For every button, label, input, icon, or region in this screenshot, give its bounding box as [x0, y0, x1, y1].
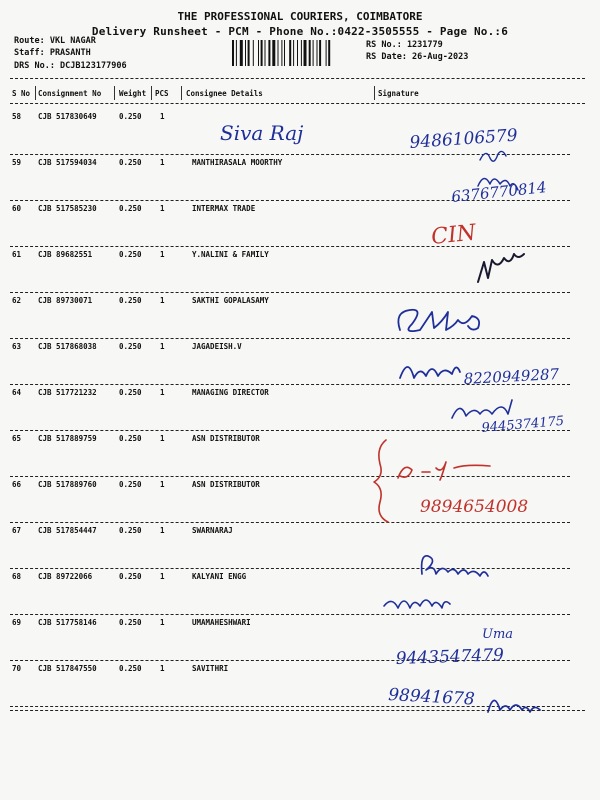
row-weight: 0.250	[119, 342, 142, 351]
handwriting-name-69: Uma	[482, 627, 514, 642]
row-divider	[10, 706, 570, 707]
row-sno: 60	[12, 204, 22, 213]
handwriting-phone-59: 6376770814	[450, 178, 548, 206]
row-sno: 63	[12, 342, 22, 351]
row-divider	[10, 660, 570, 661]
row-consignee: SAVITHRI	[192, 664, 229, 673]
row-consignment-no: CJB 517830649	[38, 112, 97, 121]
row-weight: 0.250	[119, 296, 142, 305]
row-consignment-no: CJB 517889760	[38, 480, 97, 489]
table-row	[0, 434, 600, 480]
table-row	[0, 158, 600, 204]
barcode	[232, 40, 360, 66]
row-consignee: KALYANI ENGG	[192, 572, 247, 581]
row-divider	[10, 246, 570, 247]
row-consignment-no: CJB 517868038	[38, 342, 97, 351]
row-consignee: UMAMAHESHWARI	[192, 618, 251, 627]
row-sno: 62	[12, 296, 22, 305]
row-divider	[10, 568, 570, 569]
handwriting-phone-69: 9443547479	[395, 645, 505, 669]
handwriting-cin: CIN	[430, 220, 478, 250]
row-pcs: 1	[160, 296, 165, 305]
row-weight: 0.250	[119, 618, 142, 627]
table-row	[0, 526, 600, 572]
row-consignment-no: CJB 517758146	[38, 618, 97, 627]
col-header-sno: S No	[12, 89, 31, 98]
row-divider	[10, 200, 570, 201]
row-sno: 67	[12, 526, 22, 535]
row-pcs: 1	[160, 526, 165, 535]
row-consignee: ASN DISTRIBUTOR	[192, 480, 260, 489]
row-weight: 0.250	[119, 112, 142, 121]
row-consignment-no: CJB 89682551	[38, 250, 93, 259]
table-row	[0, 618, 600, 664]
row-pcs: 1	[160, 250, 165, 259]
col-separator	[114, 86, 115, 100]
runsheet-subtitle: Delivery Runsheet - PCM - Phone No.:0422-3505555 - Page No.:6	[91, 25, 509, 38]
row-consignee: JAGADEISH.V	[192, 342, 242, 351]
col-header-pcs: PCS	[155, 89, 169, 98]
row-weight: 0.250	[119, 250, 142, 259]
row-divider	[10, 384, 570, 385]
row-consignment-no: CJB 517889759	[38, 434, 97, 443]
handwriting-phone-64: 9445374175	[481, 413, 565, 436]
col-separator	[374, 86, 375, 100]
table-row	[0, 204, 600, 250]
row-sno: 66	[12, 480, 22, 489]
row-divider	[10, 522, 570, 523]
row-weight: 0.250	[119, 434, 142, 443]
row-consignment-no: CJB 89722066	[38, 572, 93, 581]
row-sno: 64	[12, 388, 22, 397]
row-weight: 0.250	[119, 480, 142, 489]
row-divider	[10, 154, 570, 155]
row-sno: 59	[12, 158, 22, 167]
company-name: THE PROFESSIONAL COURIERS, COIMBATORE	[177, 10, 423, 23]
col-separator	[181, 86, 182, 100]
table-row	[0, 112, 600, 158]
table-row	[0, 388, 600, 434]
row-pcs: 1	[160, 342, 165, 351]
col-header-weight: Weight	[119, 89, 147, 98]
col-header-signature: Signature	[378, 89, 419, 98]
row-consignee: SWARNARAJ	[192, 526, 233, 535]
table-header-divider	[10, 103, 585, 104]
col-header-consignment: Consignment No	[38, 89, 102, 98]
row-consignment-no: CJB 517847550	[38, 664, 97, 673]
row-consignment-no: CJB 517585230	[38, 204, 97, 213]
row-pcs: 1	[160, 112, 165, 121]
footer-divider	[10, 710, 585, 711]
route-label: Route: VKL NAGAR	[14, 36, 96, 46]
row-consignment-no: CJB 517594034	[38, 158, 97, 167]
table-row	[0, 296, 600, 342]
handwriting-phone-66: 9894654008	[420, 497, 529, 517]
table-row	[0, 250, 600, 296]
col-separator	[35, 86, 36, 100]
row-consignee: INTERMAX TRADE	[192, 204, 256, 213]
rs-date: RS Date: 26-Aug-2023	[366, 52, 469, 62]
row-pcs: 1	[160, 388, 165, 397]
handwriting-phone-58: 9486106579	[408, 125, 519, 153]
row-consignee: MANTHIRASALA MOORTHY	[192, 158, 283, 167]
row-consignee: MANAGING DIRECTOR	[192, 388, 269, 397]
header-divider	[10, 78, 585, 79]
rs-number: RS No.: 1231779	[366, 40, 443, 50]
row-sno: 69	[12, 618, 22, 627]
row-weight: 0.250	[119, 526, 142, 535]
table-row	[0, 664, 600, 710]
row-divider	[10, 476, 570, 477]
row-weight: 0.250	[119, 204, 142, 213]
row-divider	[10, 430, 570, 431]
row-sno: 70	[12, 664, 22, 673]
row-pcs: 1	[160, 204, 165, 213]
table-row	[0, 342, 600, 388]
row-pcs: 1	[160, 618, 165, 627]
handwriting-phone-63: 8220949287	[463, 365, 560, 388]
handwriting-name-58: Siva Raj	[220, 121, 304, 145]
table-row	[0, 572, 600, 618]
row-pcs: 1	[160, 664, 165, 673]
row-pcs: 1	[160, 158, 165, 167]
row-consignment-no: CJB 89730071	[38, 296, 93, 305]
row-weight: 0.250	[119, 572, 142, 581]
row-sno: 65	[12, 434, 22, 443]
row-consignee: ASN DISTRIBUTOR	[192, 434, 260, 443]
row-weight: 0.250	[119, 158, 142, 167]
col-header-consignee: Consignee Details	[186, 89, 263, 98]
row-consignee: SAKTHI GOPALASAMY	[192, 296, 269, 305]
row-consignee: Y.NALINI & FAMILY	[192, 250, 269, 259]
row-weight: 0.250	[119, 388, 142, 397]
row-consignment-no: CJB 517854447	[38, 526, 97, 535]
handwriting-phone-70: 98941678	[387, 685, 476, 710]
drs-number: DRS No.: DCJB123177906	[14, 61, 127, 71]
row-divider	[10, 338, 570, 339]
row-weight: 0.250	[119, 664, 142, 673]
table-row	[0, 480, 600, 526]
staff-label: Staff: PRASANTH	[14, 48, 91, 58]
row-sno: 61	[12, 250, 22, 259]
row-sno: 68	[12, 572, 22, 581]
col-separator	[151, 86, 152, 100]
row-divider	[10, 292, 570, 293]
row-consignment-no: CJB 517721232	[38, 388, 97, 397]
row-pcs: 1	[160, 572, 165, 581]
row-sno: 58	[12, 112, 22, 121]
row-pcs: 1	[160, 434, 165, 443]
row-pcs: 1	[160, 480, 165, 489]
row-divider	[10, 614, 570, 615]
